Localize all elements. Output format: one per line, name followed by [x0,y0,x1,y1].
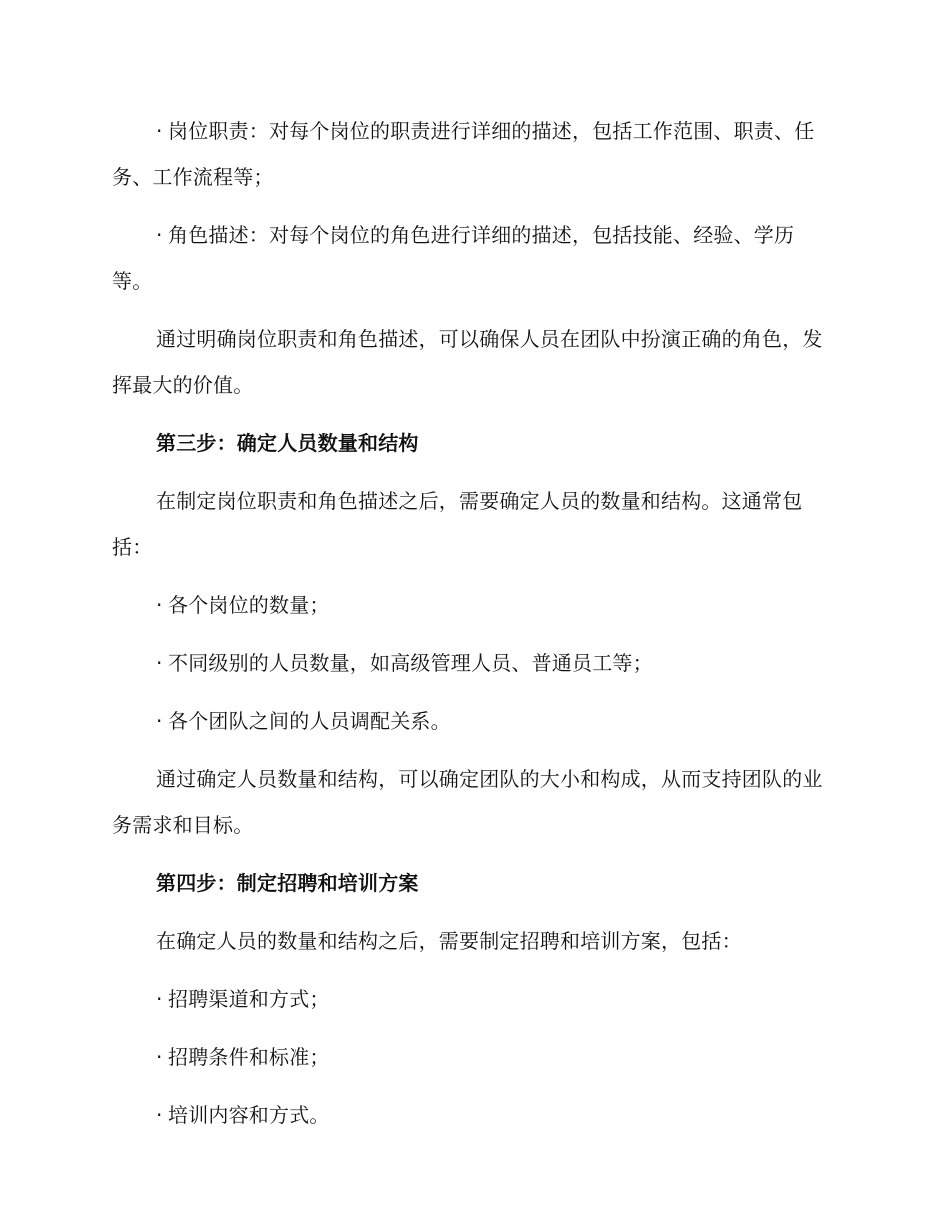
bullet-marker: · [156,119,163,143]
bullet-item-recruit-channels [112,976,832,1022]
document-body [112,108,832,1150]
bullet-item-team-allocation [112,698,832,744]
bullet-text: 各个团队之间的人员调配关系。 [168,709,451,733]
bullet-text: 各个岗位的数量； [168,593,330,617]
bullet-text: 招聘条件和标准； [168,1045,330,1069]
bullet-marker: · [156,593,163,617]
bullet-text: 招聘渠道和方式； [168,987,330,1011]
bullet-item-level-count [112,640,832,686]
bullet-text: 培训内容和方式。 [168,1103,330,1127]
paragraph-headcount-summary: 通过确定人员数量和结构，可以确定团队的大小和构成，从而支持团队的业务需求和目标。 [112,767,823,837]
paragraph-recruit-intro: 在确定人员的数量和结构之后，需要制定招聘和培训方案，包括： [156,929,742,953]
bullet-item-role-description [112,212,832,304]
bullet-item-job-duties [112,108,832,200]
bullet-text: 岗位职责：对每个岗位的职责进行详细的描述，包括工作范围、职责、任务、工作流程等； [112,119,815,189]
bullet-marker: · [156,223,163,247]
section-heading-step-four: 第四步：制定招聘和培训方案 [156,871,419,895]
bullet-marker: · [156,1045,163,1069]
bullet-item-position-count [112,582,832,628]
paragraph-headcount-intro: 在制定岗位职责和角色描述之后，需要确定人员的数量和结构。这通常包括： [112,489,803,559]
paragraph-role-summary: 通过明确岗位职责和角色描述，可以确保人员在团队中扮演正确的角色，发挥最大的价值。 [112,327,823,397]
bullet-marker: · [156,651,163,675]
bullet-marker: · [156,987,163,1011]
bullet-marker: · [156,709,163,733]
bullet-item-recruit-criteria [112,1034,832,1080]
bullet-text: 角色描述：对每个岗位的角色进行详细的描述，包括技能、经验、学历等。 [112,223,795,293]
bullet-item-training [112,1092,832,1138]
bullet-marker: · [156,1103,163,1127]
section-heading-step-three: 第三步：确定人员数量和结构 [156,431,419,455]
bullet-text: 不同级别的人员数量，如高级管理人员、普通员工等； [168,651,653,675]
